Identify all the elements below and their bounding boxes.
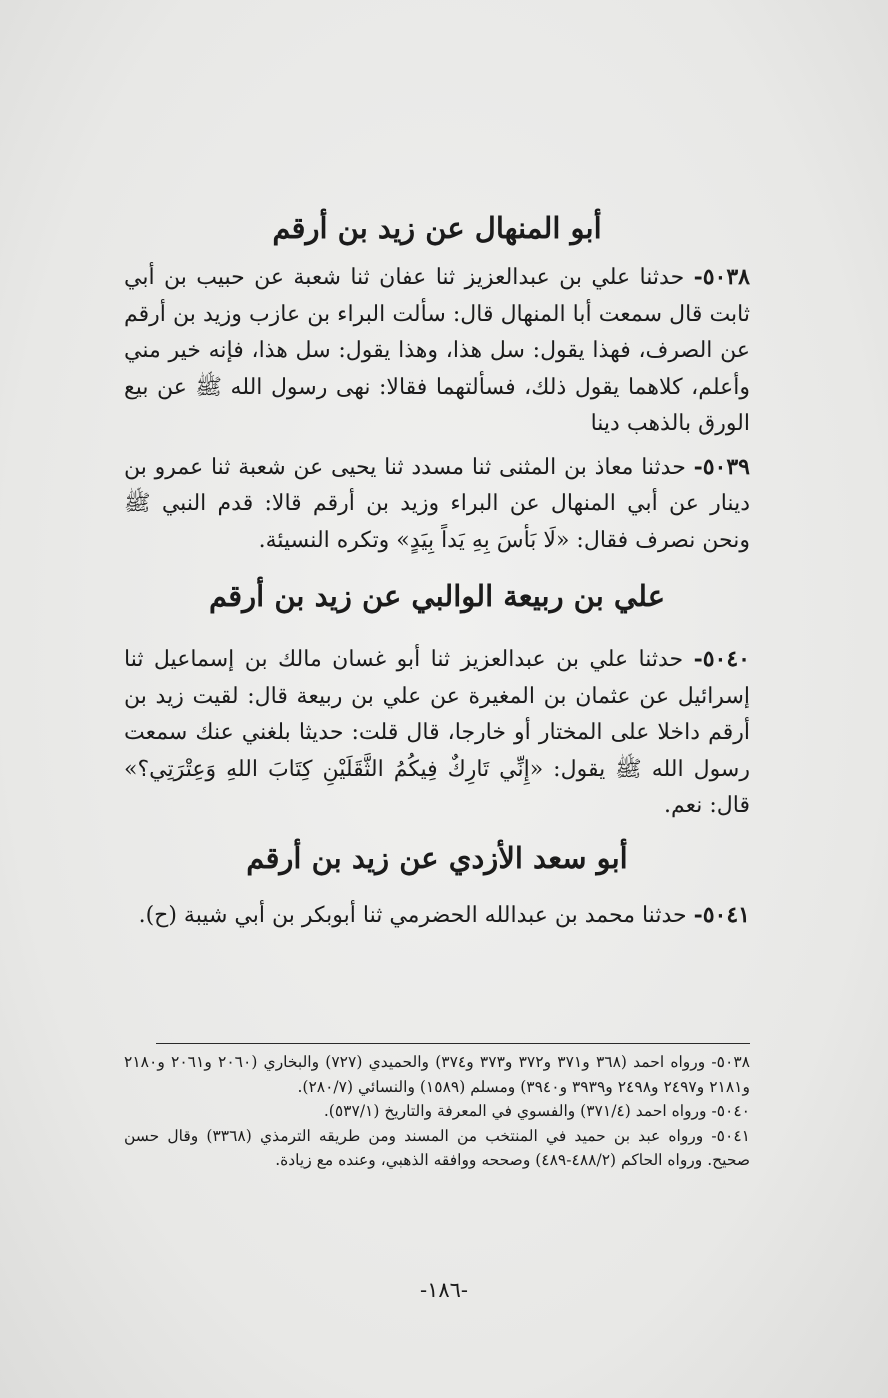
hadith-number: ٥٠٣٨- bbox=[693, 264, 750, 290]
footnote: ٥٠٤٠- ورواه احمد (٣٧١/٤) والفسوي في المعرفة والتاريخ (٥٣٧/١). bbox=[323, 1102, 750, 1120]
hadith-number: ٥٠٤٠- bbox=[693, 646, 750, 672]
hadith-text: حدثنا علي بن عبدالعزيز ثنا أبو غسان مالك بن إسماعيل ثنا إسرائيل عن عثمان بن المغيرة عن علي بن ربيعة قال: لقيت زيد بن أرقم داخلا على المختار أو خارجا، قال قلت: حديثا بلغني عنك سمعت رسول الله ﷺ يقول: «إِنِّي تَارِكٌ فِيكُمُ الثَّقَلَيْنِ كِتَابَ اللهِ وَعِتْرَتِي؟» قال: نعم. bbox=[124, 647, 750, 818]
main-text-column bbox=[124, 205, 750, 934]
hadith-text: حدثنا علي بن عبدالعزيز ثنا عفان ثنا شعبة عن حبيب بن أبي ثابت قال سمعت أبا المنهال قال: سألت البراء بن عازب وزيد بن أرقم عن الصرف، فهذا يقول: سل هذا، وهذا يقول: سل هذا، فإنه خير مني وأعلم، كلاهما يقول ذلك، فسألتهما فقالا: نهى رسول الله ﷺ عن بيع الورق بالذهب دينا bbox=[124, 265, 750, 436]
footnotes bbox=[124, 1050, 750, 1173]
footnote: ٥٠٤١- ورواه عبد بن حميد في المنتخب من المسند ومن طريقه الترمذي (٣٣٦٨) وقال حسن صحيح. ورواه الحاكم (٤٨٨/٢-٤٨٩) وصححه ووافقه الذهبي، وعنده مع زيادة. bbox=[124, 1126, 750, 1169]
hadith-text: حدثنا محمد بن عبدالله الحضرمي ثنا أبوبكر بن أبي شيبة (ح). bbox=[138, 902, 694, 928]
hadith-entry bbox=[124, 259, 750, 443]
hadith-entry bbox=[124, 641, 750, 825]
hadith-entry bbox=[124, 449, 750, 560]
hadith-text: حدثنا معاذ بن المثنى ثنا مسدد ثنا يحيى عن شعبة ثنا عمرو بن دينار عن أبي المنهال عن البراء وزيد بن أرقم قالا: قدم النبي ﷺ ونحن نصرف فقال: «لَا بَأسَ بِهِ يَداً بِيَدٍ» وتكره النسيئة. bbox=[124, 454, 750, 553]
hadith-entry bbox=[124, 897, 750, 935]
footnote: ٥٠٣٨- ورواه احمد (٣٦٨ و٣٧١ و٣٧٢ و٣٧٣ و٣٧٤) والحميدي (٧٢٧) والبخاري (٢٠٦٠ و٢٠٦١ و٢١٨٠ و٢١٨١ و٢٤٩٧ و٢٤٩٨ و٣٩٣٩ و٣٩٤٠) ومسلم (١٥٨٩) والنسائي (٢٨٠/٧). bbox=[124, 1053, 750, 1096]
footnote-separator bbox=[156, 1043, 750, 1044]
section-heading: أبو سعد الأزدي عن زيد بن أرقم bbox=[246, 840, 628, 875]
hadith-number: ٥٠٣٩- bbox=[693, 453, 750, 480]
section-heading: أبو المنهال عن زيد بن أرقم bbox=[272, 211, 602, 245]
page-number: -١٨٦- bbox=[419, 1278, 469, 1302]
section-heading: علي بن ربيعة الوالبي عن زيد بن أرقم bbox=[209, 579, 665, 613]
hadith-number: ٥٠٤١- bbox=[693, 901, 750, 928]
